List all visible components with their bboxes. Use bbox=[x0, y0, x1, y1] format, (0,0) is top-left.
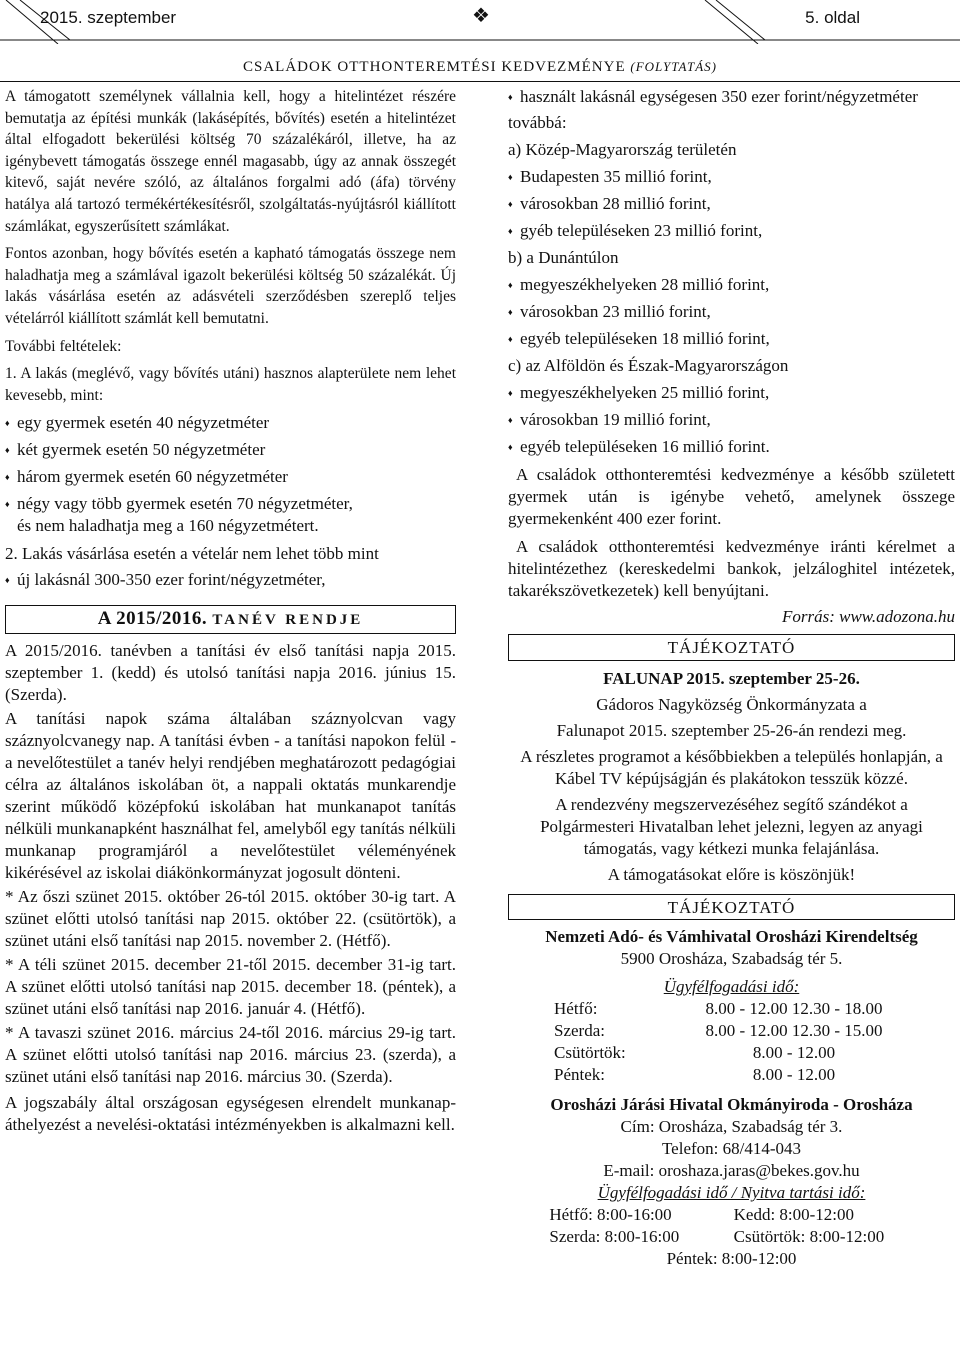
paragraph: További feltételek: bbox=[5, 337, 122, 355]
day-cell: Hétfő: bbox=[554, 999, 598, 1019]
list-item: ♦ gyéb településeken 23 millió forint, bbox=[508, 220, 955, 242]
region-heading: b) a Dunántúlon bbox=[508, 248, 619, 267]
list-item: ♦ megyeszékhelyeken 25 millió forint, bbox=[508, 382, 955, 404]
list-item: ♦ megyeszékhelyeken 28 millió forint, bbox=[508, 274, 955, 296]
list-item: ♦ városokban 19 millió forint, bbox=[508, 409, 955, 431]
text-line: továbbá: bbox=[508, 113, 567, 132]
list-item: ♦ négy vagy több gyermek esetén 70 négyzetméter, bbox=[5, 493, 456, 515]
article-title-text: CSALÁDOK OTTHONTEREMTÉSI KEDVEZMÉNYE bbox=[243, 59, 626, 75]
ornament-icon: ❖ bbox=[472, 5, 490, 27]
hours-row bbox=[508, 1226, 955, 1248]
paragraph: 1. A lakás (meglévő, vagy bővítés utáni) hasznos alapterülete nem lehet kevesebb, mint: bbox=[5, 365, 456, 404]
list-item: ♦ új lakásnál 300-350 ezer forint/négyzetméter, bbox=[5, 569, 456, 591]
list-item: ♦ városokban 23 millió forint, bbox=[508, 301, 955, 323]
table-row bbox=[554, 1042, 909, 1064]
office-name: Nemzeti Adó- és Vámhivatal Orosházi Kirendeltség bbox=[545, 927, 918, 947]
paragraph: A családok otthonteremtési kedvezménye iránti kérelmet a hitelintézethez (kereskedelmi bankok, jelzáloghitel intézetek, takarékszövetkezetek) kell benyújtani. bbox=[508, 537, 955, 600]
day-cell: Péntek: bbox=[554, 1065, 605, 1085]
paragraph: A 2015/2016. tanévben a tanítási év első tanítási napja 2015. szeptember 1. (kedd) és utolsó tanítási napja 2016. június 15. (Szerda). bbox=[5, 640, 456, 704]
source-credit: Forrás: www.adozona.hu bbox=[781, 607, 955, 626]
day-cell: Szerda: bbox=[554, 1021, 605, 1041]
article-title bbox=[0, 56, 960, 82]
hours-table bbox=[554, 998, 909, 1086]
office-name: Orosházi Járási Hivatal Okmányiroda - Orosháza bbox=[550, 1095, 913, 1115]
list-item: ♦ használt lakásnál egységesen 350 ezer forint/négyzetméter bbox=[508, 86, 955, 108]
hours-title: Ügyfélfogadási idő: bbox=[663, 977, 800, 997]
section-heading-year: A 2015/2016. bbox=[97, 608, 208, 630]
hours-row bbox=[508, 1204, 955, 1226]
right-column bbox=[508, 86, 955, 1270]
text-line: A részletes programot a későbbiekben a település honlapján, a Kábel TV képújságján és plakátokon tesszük közzé. bbox=[520, 746, 943, 788]
office-address: 5900 Orosháza, Szabadság tér 5. bbox=[620, 949, 843, 969]
section-heading bbox=[5, 605, 456, 634]
list-item-continuation: és nem haladhatja meg a 160 négyzetmétert. bbox=[17, 516, 319, 536]
event-title: FALUNAP 2015. szeptember 25-26. bbox=[603, 668, 860, 688]
day-cell: Csütörtök: bbox=[554, 1043, 626, 1063]
hours-cell: Hétfő: 8:00-16:00 bbox=[549, 1205, 672, 1225]
page-number: 5. oldal bbox=[805, 8, 860, 27]
hours-title: Ügyfélfogadási idő / Nyitva tartási idő: bbox=[597, 1183, 866, 1203]
hours-cell: Szerda: 8:00-16:00 bbox=[549, 1227, 680, 1247]
paragraph: A jogszabály által országosan egységesen elrendelt munkanap-áthelyezést a nevelési-oktatási intézményekben is alkalmazni kell. bbox=[5, 1092, 456, 1134]
list-item: ♦ városokban 28 millió forint, bbox=[508, 193, 955, 215]
text-line: Falunapot 2015. szeptember 25-26-án rendezi meg. bbox=[556, 720, 907, 740]
list-item: ♦ Budapesten 35 millió forint, bbox=[508, 166, 955, 188]
section-heading: TÁJÉKOZTATÓ bbox=[508, 894, 955, 921]
region-heading: a) Közép-Magyarország területén bbox=[508, 140, 737, 159]
office-email: E-mail: oroshaza.jaras@bekes.gov.hu bbox=[603, 1161, 860, 1181]
time-cell: 8.00 - 12.00 bbox=[752, 1065, 836, 1085]
paragraph: * Az őszi szünet 2015. október 26-tól 2015. október 30-ig tart. A szünet előtti utolsó tanítási nap 2015. október 22. (csütörtök), a szünet utáni első tanítási nap 2015. november 2. (Hétfő). bbox=[5, 886, 456, 950]
paragraph: A támogatott személynek vállalnia kell, hogy a hitelintézet részére bemutatja az építési munkák (lakásépítés, bővítés) esetén a hitelintézet által elfogadott bekerülési költség 70 százalékáról, illetve, ha az igénybevett támogatás összege ennél magasabb, úgy az annak összegét kitevő, saját nevére szóló, az általános forgalmi adó (áfa) törvény hatálya alá tartozó termékértékesítésről, szolgáltatás-nyújtásról kiállított számlákat, egyszerűsített számlákat. bbox=[5, 88, 456, 235]
paragraph: A tanítási napok száma általában száznyolcvan vagy száznyolcvanegy nap. A tanítási évben - a tanítási napokon felül - a nevelőtestület a tanév helyi rendjében meghatározott pedagógiai célra az általános iskolában öt, a nappali oktatás munkarendje szerint működő középfokú iskolában hat munkanapot tanítás nélküli munkanapként használhat fel, amelyből egy tanítás nélküli munkanap programjáról a nevelőtestület véleményének kikérésével az iskolai diákönkormányzat jogosult dönteni. bbox=[5, 708, 456, 882]
list-item: ♦ két gyermek esetén 50 négyzetméter bbox=[5, 439, 456, 461]
office-phone: Telefon: 68/414-043 bbox=[661, 1139, 802, 1159]
table-row bbox=[554, 998, 909, 1020]
article-title-suffix: (FOLYTATÁS) bbox=[630, 59, 717, 74]
section-heading: TÁJÉKOZTATÓ bbox=[508, 634, 955, 661]
hours-cell: Csütörtök: 8:00-12:00 bbox=[733, 1227, 885, 1247]
text-line: A támogatásokat előre is köszönjük! bbox=[607, 864, 856, 884]
table-row bbox=[554, 1020, 909, 1042]
list-item: ♦ három gyermek esetén 60 négyzetméter bbox=[5, 466, 456, 488]
paragraph: * A téli szünet 2015. december 21-től 2015. december 31-ig tart. A szünet előtti utolsó tanítási nap 2015. december 18. (péntek), a szünet utáni első tanítási nap 2016. január 4. (Hétfő). bbox=[5, 954, 456, 1018]
hours-row: Péntek: 8:00-12:00 bbox=[666, 1249, 797, 1269]
hours-cell: Kedd: 8:00-12:00 bbox=[733, 1205, 855, 1225]
issue-date: 2015. szeptember bbox=[40, 8, 177, 27]
paragraph: Fontos azonban, hogy bővítés esetén a kapható támogatás összege nem haladhatja meg a számlával igazolt bekerülési költség 50 százalékát. Új lakás vásárlása esetén az adásvételi szerződésben szereplő teljes vételárról kiállított számlát kell bemutatni. bbox=[5, 245, 456, 327]
paragraph: 2. Lakás vásárlása esetén a vételár nem lehet több mint bbox=[5, 544, 379, 564]
office-address: Cím: Orosháza, Szabadság tér 3. bbox=[620, 1117, 843, 1137]
section-heading-text: TANÉV RENDJE bbox=[212, 612, 364, 629]
time-cell: 8.00 - 12.00 12.30 - 15.00 bbox=[705, 1021, 883, 1041]
region-heading: c) az Alföldön és Észak-Magyarországon bbox=[508, 356, 789, 375]
text-line: Gádoros Nagyközség Önkormányzata a bbox=[596, 694, 867, 714]
time-cell: 8.00 - 12.00 12.30 - 18.00 bbox=[705, 999, 883, 1019]
left-column bbox=[5, 86, 456, 1136]
list-item: ♦ egyéb településeken 18 millió forint, bbox=[508, 328, 955, 350]
page-header bbox=[0, 0, 960, 40]
time-cell: 8.00 - 12.00 bbox=[752, 1043, 836, 1063]
table-row bbox=[554, 1064, 909, 1086]
list-item: ♦ egy gyermek esetén 40 négyzetméter bbox=[5, 412, 456, 434]
paragraph: A családok otthonteremtési kedvezménye a később született gyermek után is igénybe vehető, amelynek összege gyermekenként 400 ezer forint. bbox=[508, 465, 955, 528]
text-line: A rendezvény megszervezéséhez segítő szándékot a Polgármesteri Hivatalban lehet jelezni, legyen az anyagi támogatás, vagy kétkezi munka felajánlása. bbox=[540, 794, 923, 858]
list-item: ♦ egyéb településeken 16 millió forint. bbox=[508, 436, 955, 458]
paragraph: * A tavaszi szünet 2016. március 24-től 2016. március 29-ig tart. A szünet előtti utolsó tanítási nap 2016. március 23. (szerda), a szünet utáni első tanítási nap 2016. március 30. (Szerda). bbox=[5, 1022, 456, 1086]
